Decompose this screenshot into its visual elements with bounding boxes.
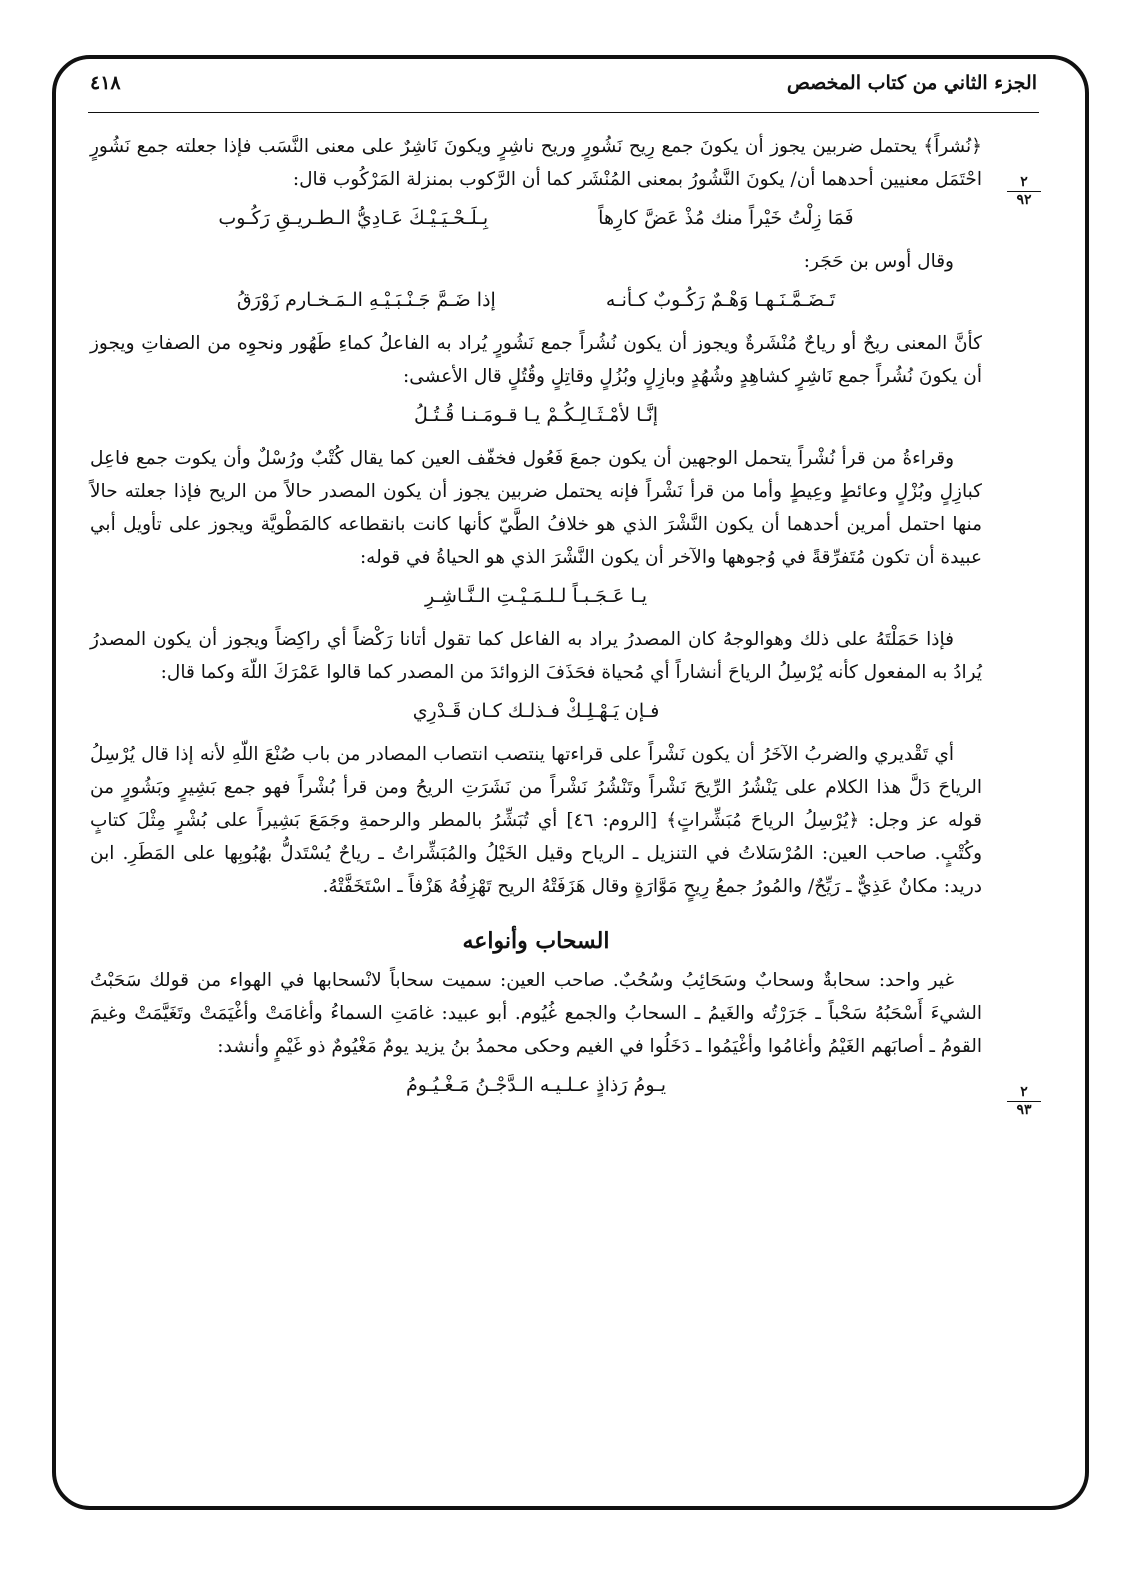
book-title: الجزء الثاني من كتاب المخصص: [786, 72, 1037, 94]
verse-hemistich: إنَّـا لأمْـثَـالِـكُـمْ يـا قـومَـنـا قُـتُـلُ: [413, 404, 659, 426]
verse-line: [90, 202, 982, 235]
verse-hemistich: تَـضَـمَّـنَـهـا وَهْـمٌ رَكُـوبٌ كـأنـه: [605, 289, 836, 311]
verse-hemistich: إذا ضَـمَّ جَـنْـبَـيْـهِ الـمَـخـارم زَوْرَقُ: [236, 289, 496, 311]
header-rule: [88, 112, 1039, 113]
margin-ref-volume: ٢: [1007, 175, 1041, 192]
section-heading: السحاب وأنواعه: [462, 928, 610, 954]
verse-hemistich: يـومُ رَذاذٍ عـلـيـه الـدَّجْـنُ مَـغْـيُـومُ: [406, 1074, 666, 1096]
margin-reference: [1007, 175, 1041, 208]
verse-hemistich: بِـلَـحْـيَـيْـكَ عَـادِيُّ الـطـريـقِ رَكُـوب: [218, 207, 489, 229]
verse-line: [90, 580, 982, 613]
paragraph: فإذا حَمَلْتَهُ على ذلك وهوالوجهُ كان المصدرُ يراد به الفاعل كما تقول أتانا رَكْضاً أي راكِضاً ويجوز أن يكون المصدرُ يُرادُ به المفعول كأنه يُرْسِلُ الرياحَ أنشاراً أي مُحياة فحَذَفَ الزوائدَ من المصدر كما قالوا عَمْرَكَ اللّهَ وكما قال:: [90, 629, 982, 683]
verse-line: [90, 695, 982, 728]
verse-line: [90, 1069, 982, 1102]
verse-line: [90, 284, 982, 317]
running-header: [90, 72, 1037, 112]
paragraph: أي تَقْديري والضربُ الآخَرُ أن يكون نَشْراً على قراءتها ينتصب انتصاب المصادر من باب صُنْعَ اللّهِ لأنه إذا قال يُرْسِلُ الرياحَ دَلَّ هذا الكلام على يَنْشُرُ الرِّيحَ نَشْراً وتَنْشُرُ نَشْراً من نَشَرَتِ الريحُ ومن قرأ بُشْراً فهو جمع بَشِيرٍ وبَشُورٍ من قوله عز وجل: ﴿يُرْسِلُ الرياحَ مُبَشِّراتٍ﴾ [الروم: ٤٦] أي تُبَشِّرُ بالمطر والرحمةِ وجَمَعَ بَشِيراً على بُشْرٍ مِثْلَ كتابٍ وكُتْبٍ. صاحب العين: المُرْسَلاتُ في التنزيل ـ الرياح وقيل الخَيْلُ والمُبَشِّراتُ ـ رياحٌ يُسْتَدلُّ بهُبُوبِها على المَطَرِ. ابن دريد: مكانٌ عَذِيٌّ ـ رَيِّحٌ/ والمُورُ جمعُ رِيحٍ مَوَّارَةٍ وقال هَزَفَتْهُ الريح تَهْزِفُهُ هَزْفاً ـ اسْتَخَفَّتْهُ.: [90, 744, 982, 897]
paragraph: وقراءةُ من قرأ نُشْراً يتحمل الوجهين أن يكون جمعَ فَعُول فخفّف العين كما يقال كُتْبٌ ورُسْلٌ وأن يكوت جمع فاعِل كبازِلٍ وبُزْلٍ وعائطٍ وعِيطٍ وأما من قرأ نَشْراً فإنه يحتمل ضربين يجوز أن يكون المصدر حالاً من الريح فإذا جعلته حالاً منها احتمل أمرين أحدهما أن يكون النَّشْرَ الذي هو خلافُ الطَّيّ كأنها كانت بانقطاعه كالمَطْويَّة ويجوز على تأويل أبي عبيدة أن تكون مُتَفرِّقةً في وُجوهها والآخر أن يكون النَّشْرَ الذي هو الحياةُ في قوله:: [90, 448, 982, 568]
margin-ref-page: ٩٢: [1016, 192, 1032, 208]
paragraph: وقال أوس بن حَجَر:: [803, 251, 954, 272]
verse-hemistich: فـإن يَـهْـلِـكْ فـذلـك كـان قَـدْرِي: [412, 700, 660, 722]
margin-reference: [1007, 1085, 1041, 1118]
margin-ref-page: ٩٣: [1016, 1102, 1032, 1118]
paragraph: غير واحد: سحابةٌ وسحابٌ وسَحَائِبُ وسُحُبٌ. صاحب العين: سميت سحاباً لانْسحابها في الهواء من قولك سَحَبْتُ الشيءَ أَسْحَبُهُ سَحْباً ـ جَرَرْتُه والغَيمُ ـ السحابُ والجمع غُيُوم. أبو عبيد: غامَتِ السماءُ وأغامَتْ وأغْيَمَتْ وتَغَيَّمَتْ وغيمَ القومُ ـ أصابَهم الغَيْمُ وأغامُوا وأغْيَمُوا ـ دَخَلُوا في الغيم وحكى محمدُ بنُ يزيد يومٌ مَغْيُومٌ ذو غَيْمٍ وأنشد:: [90, 970, 982, 1057]
verse-hemistich: فَمَا زِلْتُ خَيْراً منك مُذْ عَضَّ كارِهاً: [598, 207, 854, 229]
page-number: ٤١٨: [90, 72, 121, 94]
paragraph: ﴿نُشراً﴾ يحتمل ضربين يجوز أن يكونَ جمع رِيح نَشُورٍ وريح ناشِرٍ ويكونَ نَاشِرٌ على معنى النَّسَب فإذا جعلته جمع نَشُورٍ احْتَمَل معنيين أحدهما أن/ يكونَ النَّشُورُ بمعنى المُنْشَر كما أن الرَّكوب بمنزلة المَرْكُوب قال:: [90, 136, 982, 190]
margin-ref-volume: ٢: [1007, 1085, 1041, 1102]
verse-line: [90, 399, 982, 432]
paragraph: كأنَّ المعنى ريحٌ أو رياحٌ مُنْشَرةٌ ويجوز أن يكون نُشُراً جمع نَشُورٍ يُراد به الفاعلُ كماءِ طَهُور ونحوِه من الصفاتِ ويجوز أن يكونَ نُشُراً جمع نَاشِرٍ كشاهِدٍ وشُهُدٍ وبازِلٍ وبُزُلٍ وقاتِلٍ وقُتُلٍ قال الأعشى:: [90, 333, 982, 387]
verse-hemistich: يـا عَـجَـبـاً لـلـمَـيْـتِ الـنَّـاشِـرِ: [425, 585, 647, 607]
page-body: [90, 130, 982, 1112]
